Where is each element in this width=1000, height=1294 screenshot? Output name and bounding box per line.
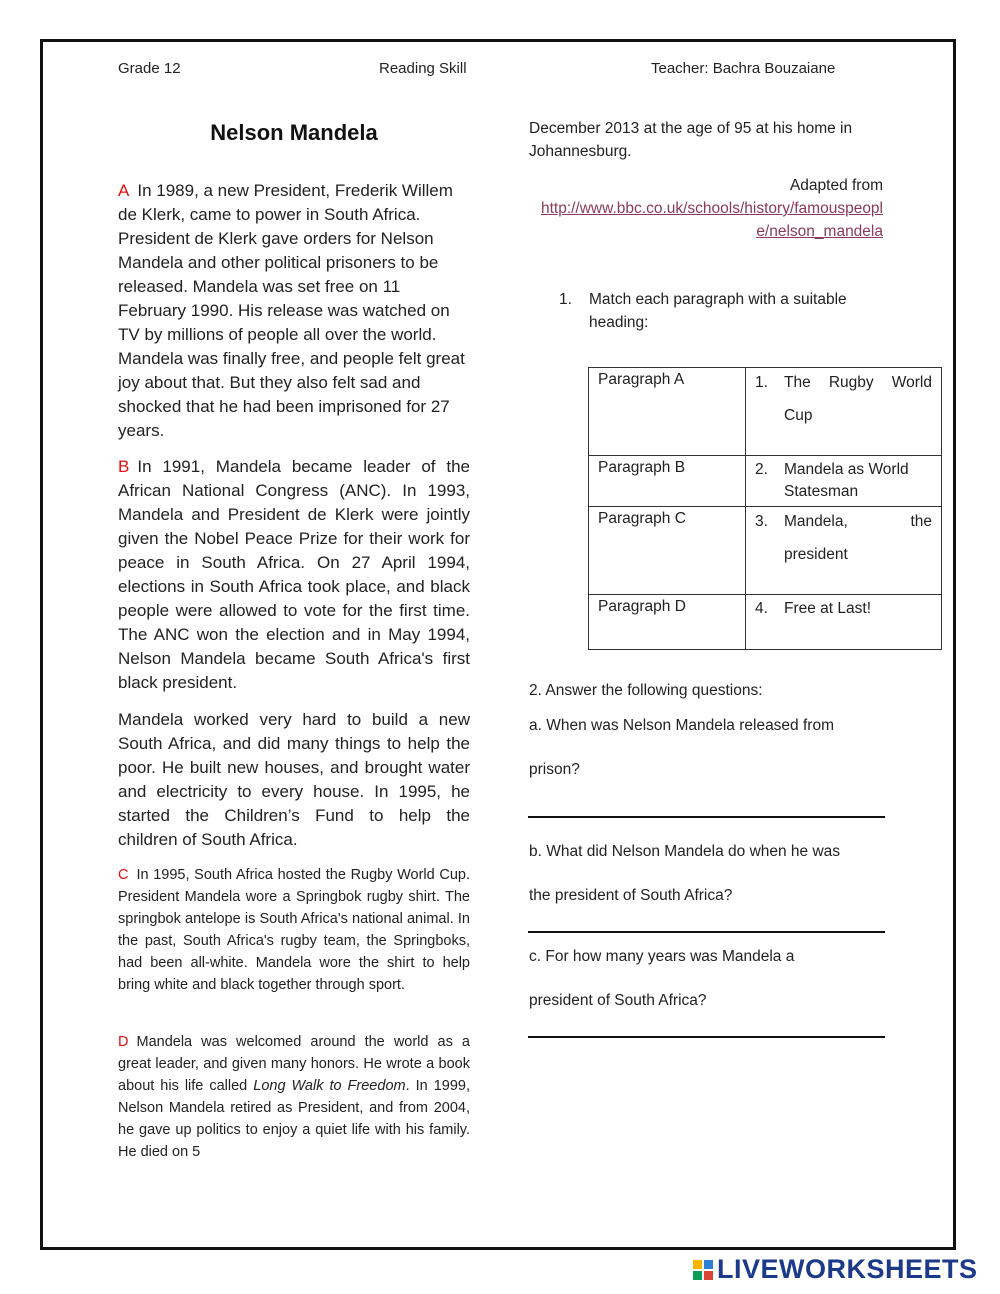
heading-text: Free at Last! xyxy=(784,600,872,617)
question-1-text: Match each paragraph with a suitable heading: xyxy=(589,291,847,331)
table-row xyxy=(589,456,942,507)
heading-text: Mandela as World Statesman xyxy=(784,461,909,500)
paragraph-b xyxy=(118,455,470,695)
paragraph-letter-b: B xyxy=(118,457,130,476)
table-cell-paragraph: Paragraph C xyxy=(589,507,746,595)
source-label: Adapted from xyxy=(789,177,883,194)
answer-line-c[interactable] xyxy=(528,1036,885,1038)
logo-square xyxy=(693,1271,702,1280)
paragraph-d xyxy=(118,1031,470,1163)
matching-table xyxy=(588,367,942,650)
paragraph-a xyxy=(118,179,470,443)
liveworksheets-logo xyxy=(693,1254,978,1285)
source-link[interactable]: http://www.bbc.co.uk/schools/history/famouspeople/nelson_mandela xyxy=(540,200,883,240)
answer-line-b[interactable] xyxy=(528,931,885,933)
paragraph-d-text-end: . In 1999, Nelson Mandela retired as President, and from 2004, he gave up politics to enjoy a quiet life with his family. He died on 5 xyxy=(118,1078,471,1160)
question-2b-line1: b. What did Nelson Mandela do when he was xyxy=(529,843,841,860)
question-2c-line1: c. For how many years was Mandela a xyxy=(529,948,795,965)
paragraph-b2-text: Mandela worked very hard to build a new South Africa, and did many things to help the poor. He built new houses, and brought water and electricity to every house. In 1995, he started the Children’s Fund to help the children of South Africa. xyxy=(118,710,470,849)
grade-label: Grade 12 xyxy=(118,60,181,77)
heading-number: 3. xyxy=(755,513,768,530)
teacher-label: Teacher: Bachra Bouzaiane xyxy=(651,60,836,77)
heading-number: 2. xyxy=(755,461,768,478)
table-cell-heading xyxy=(746,456,942,507)
paragraph-a-text: In 1989, a new President, Frederik Willem de Klerk, came to power in South Africa. President de Klerk gave orders for Nelson Mandela and other political prisoners to be released. Mandela was set free on 11 February 1990. His release was watched on TV by millions of people all over the world. Mandela was finally free, and people felt great joy about that. But they also felt sad and shocked that he had been imprisoned for 27 years. xyxy=(118,181,465,440)
table-cell-heading xyxy=(746,595,942,650)
paragraph-c xyxy=(118,864,470,996)
question-2a-line1: a. When was Nelson Mandela released from xyxy=(529,717,834,734)
paragraph-b-continued xyxy=(118,708,470,852)
paragraph-c-text: In 1995, South Africa hosted the Rugby World Cup. President Mandela wore a Springbok rugby shirt. The springbok antelope is South Africa's national animal. In the past, South Africa's rugby team, the Springboks, had been all-white. Mandela wore the shirt to help bring white and black together through sport. xyxy=(118,867,470,993)
table-cell-heading xyxy=(746,507,942,595)
heading-number: 4. xyxy=(755,600,768,617)
logo-square xyxy=(704,1260,713,1269)
table-cell-paragraph: Paragraph D xyxy=(589,595,746,650)
logo-square xyxy=(704,1271,713,1280)
question-2a-line2: prison? xyxy=(529,761,580,778)
table-cell-paragraph: Paragraph B xyxy=(589,456,746,507)
heading-text: The Rugby World Cup xyxy=(784,374,932,424)
paragraph-letter-c: C xyxy=(118,867,129,883)
table-row xyxy=(589,368,942,456)
paragraph-b-text: In 1991, Mandela became leader of the African National Congress (ANC). In 1993, Mandela and President de Klerk were jointly given the Nobel Peace Prize for their work for peace in South Africa. On 27 April 1994, elections in South Africa took place, and black people were allowed to vote for the first time. The ANC won the election and in May 1994, Nelson Mandela became South Africa's first black president. xyxy=(118,457,470,692)
subject-label: Reading Skill xyxy=(379,60,467,77)
paragraph-d-text-start: Mandela was welcomed around the world as a great leader, and given many honors. He wrote a book about his life called xyxy=(118,1034,470,1094)
paragraph-d-continuation: December 2013 at the age of 95 at his home in Johannesburg. xyxy=(529,120,853,160)
answer-line-a[interactable] xyxy=(528,816,885,818)
question-1-number: 1. xyxy=(559,291,572,308)
book-title: Long Walk to Freedom xyxy=(253,1078,406,1094)
table-cell-heading xyxy=(746,368,942,456)
paragraph-letter-d: D xyxy=(118,1034,129,1050)
page-title: Nelson Mandela xyxy=(210,120,378,145)
table-cell-paragraph: Paragraph A xyxy=(589,368,746,456)
heading-text: Mandela, the president xyxy=(784,513,932,563)
heading-number: 1. xyxy=(755,374,768,391)
paragraph-letter-a: A xyxy=(118,181,130,200)
question-2-title: 2. Answer the following questions: xyxy=(529,682,763,699)
table-row xyxy=(589,595,942,650)
table-row xyxy=(589,507,942,595)
question-2c-line2: president of South Africa? xyxy=(529,992,707,1009)
logo-square xyxy=(693,1260,702,1269)
logo-squares-icon xyxy=(693,1260,713,1280)
question-2b-line2: the president of South Africa? xyxy=(529,887,733,904)
brand-name: LIVEWORKSHEETS xyxy=(717,1254,978,1284)
